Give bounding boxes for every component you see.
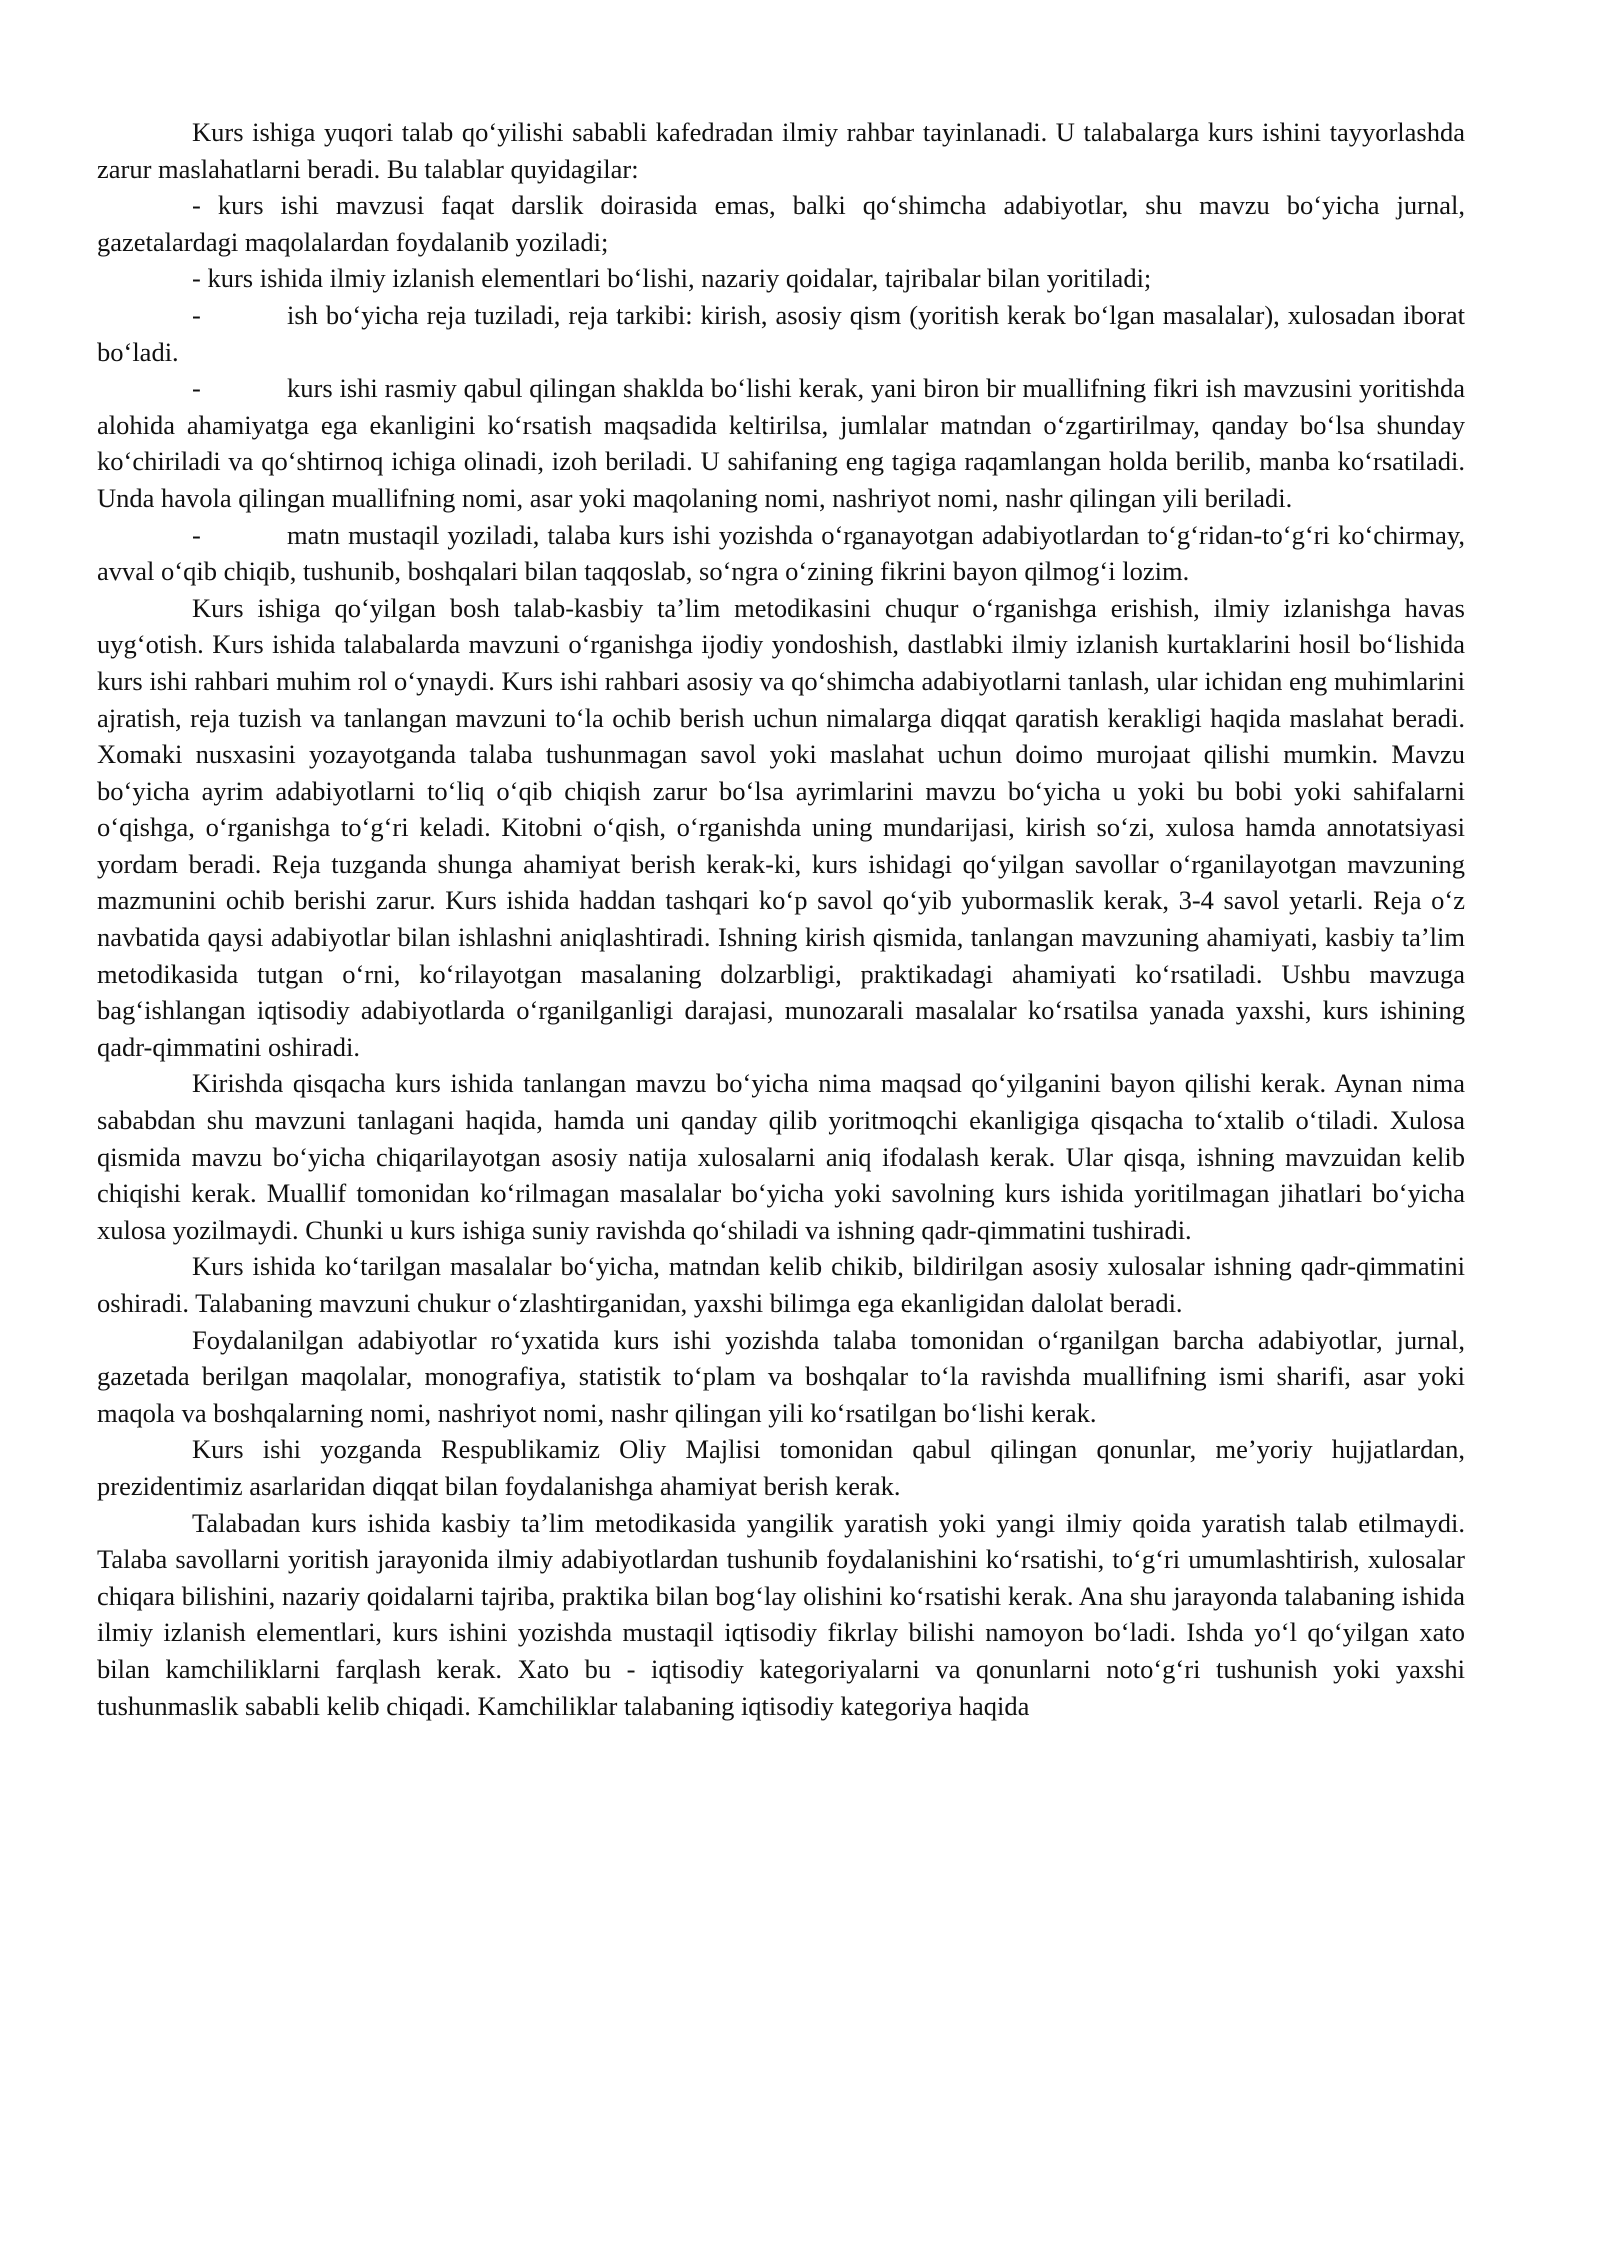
- document-page: [97, 114, 1465, 1724]
- paragraph-bibliography: Foydalanilgan adabiyotlar ro‘yxatida kurs ishi yozishda talaba tomonidan o‘rganilgan barcha adabiyotlar, jurnal, gazetada berilgan maqolalar, monografiya, statistik to‘plam va boshqalar to‘la ravishda muallifning ismi sharifi, asar yoki maqola va boshqalarning nomi, nashriyot nomi, nashr qilingan yili ko‘rsatilgan bo‘lishi kerak.: [97, 1324, 1465, 1428]
- requirement-item-5-text: matn mustaqil yoziladi, talaba kurs ishi yozishda o‘rganayotgan adabiyotlardan to‘g‘ridan-to‘g‘ri ko‘chirmay, avval o‘qib chiqib, tushunib, boshqalari bilan taqqoslab, so‘ngra o‘zining fikrini bayon qilmog‘i lozim.: [97, 519, 1465, 587]
- requirement-item-4: [97, 370, 1465, 516]
- paragraph-laws: Kurs ishi yozganda Respublikamiz Oliy Majlisi tomonidan qabul qilingan qonunlar, me’yoriy hujjatlardan, prezidentimiz asarlaridan diqqat bilan foydalanishga ahamiyat berish kerak.: [97, 1434, 1465, 1501]
- list-dash: -: [192, 519, 201, 550]
- list-dash: -: [192, 299, 201, 330]
- paragraph-introduction: Kirishda qisqacha kurs ishida tanlangan mavzu bo‘yicha nima maqsad qo‘yilganini bayon qilishi kerak. Aynan nima sababdan shu mavzuni tanlagani haqida, hamda uni qanday qilib yoritmoqchi ekanligiga qisqacha to‘xtalib o‘tiladi. Xulosa qismida mavzu bo‘yicha chiqarilayotgan asosiy natija xulosalarni aniq ifodalash kerak. Ular qisqa, ishning mavzuidan kelib chiqishi kerak. Muallif tomonidan ko‘rilmagan masalalar bo‘yicha yoki savolning kurs ishida yoritilmagan jihatlari bo‘yicha xulosa yozilmaydi. Chunki u kurs ishiga suniy ravishda qo‘shiladi va ishning qadr-qimmatini tushiradi.: [97, 1068, 1465, 1245]
- paragraph-intro: Kurs ishiga yuqori talab qo‘yilishi sababli kafedradan ilmiy rahbar tayinlanadi. U talabalarga kurs ishini tayyorlashda zarur maslahatlarni beradi. Bu talablar quyidagilar:: [97, 117, 1465, 184]
- paragraph-main-requirement: Kurs ishiga qo‘yilgan bosh talab-kasbiy ta’lim metodikasini chuqur o‘rganishga erishish, ilmiy izlanishga havas uyg‘otish. Kurs ishida talabalarda mavzuni o‘rganishga ijodiy yondoshish, dastlabki ilmiy izlanish kurtaklarini hosil bo‘lishida kurs ishi rahbari muhim rol o‘ynaydi. Kurs ishi rahbari asosiy va qo‘shimcha adabiyotlarni tanlash, ular ichidan eng muhimlarini ajratish, reja tuzish va tanlangan mavzuni to‘la ochib berish uchun nimalarga diqqat qaratish kerakligi haqida maslahat beradi. Xomaki nusxasini yozayotganda talaba tushunmagan savol yoki maslahat uchun doimo murojaat qilishi mumkin. Mavzu bo‘yicha ayrim adabiyotlarni to‘liq o‘qib chiqish zarur bo‘lsa ayrimlarini mavzu bo‘yicha u yoki bu bobi yoki sahifalarni o‘qishga, o‘rganishga to‘g‘ri keladi. Kitobni o‘qish, o‘rganishda uning mundarijasi, kirish so‘zi, xulosa hamda annotatsiyasi yordam beradi. Reja tuzganda shunga ahamiyat berish kerak-ki, kurs ishidagi qo‘yilgan savollar o‘rganilayotgan mavzuning mazmunini ochib berishi zarur. Kurs ishida haddan tashqari ko‘p savol qo‘yib yubormaslik kerak, 3-4 savol yetarli. Reja o‘z navbatida qaysi adabiyotlar bilan ishlashni aniqlashtiradi. Ishning kirish qismida, tanlangan mavzuning ahamiyati, kasbiy ta’lim metodikasida tutgan o‘rni, ko‘rilayotgan masalaning dolzarbligi, praktikadagi ahamiyati ko‘rsatiladi. Ushbu mavzuga bag‘ishlangan iqtisodiy adabiyotlarda o‘rganilganligi darajasi, munozarali masalalar ko‘rsatilsa yanada yaxshi, kurs ishining qadr-qimmatini oshiradi.: [97, 592, 1465, 1062]
- requirement-item-5: [97, 517, 1465, 590]
- paragraph-conclusions: Kurs ishida ko‘tarilgan masalalar bo‘yicha, matndan kelib chikib, bildirilgan asosiy xulosalar ishning qadr-qimmatini oshiradi. Talabaning mavzuni chukur o‘zlashtirganidan, yaxshi bilimga ega ekanligidan dalolat beradi.: [97, 1251, 1465, 1318]
- list-dash: -: [192, 373, 201, 404]
- requirement-item-1: - kurs ishi mavzusi faqat darslik doirasida emas, balki qo‘shimcha adabiyotlar, shu mavzu bo‘yicha jurnal, gazetalardagi maqolalardan foydalanib yoziladi;: [97, 190, 1465, 257]
- paragraph-novelty: Talabadan kurs ishida kasbiy ta’lim metodikasida yangilik yaratish yoki yangi ilmiy qoida yaratish talab etilmaydi. Talaba savollarni yoritish jarayonida ilmiy adabiyotlardan tushunib foydalanishini ko‘rsatishi, to‘g‘ri umumlashtirish, xulosalar chiqara bilishini, nazariy qoidalarni tajriba, praktika bilan bog‘lay olishini ko‘rsatishi kerak. Ana shu jarayonda talabaning ishida ilmiy izlanish elementlari, kurs ishini yozishda mustaqil iqtisodiy fikrlay bilishi namoyon bo‘ladi. Ishda yo‘l qo‘yilgan xato bilan kamchiliklarni farqlash kerak. Xato bu - iqtisodiy kategoriyalarni va qonunlarni noto‘g‘ri tushunish yoki yaxshi tushunmaslik sababli kelib chiqadi. Kamchiliklar talabaning iqtisodiy kategoriya haqida: [97, 1507, 1465, 1721]
- requirement-item-2: - kurs ishida ilmiy izlanish elementlari bo‘lishi, nazariy qoidalar, tajribalar bilan yoritiladi;: [192, 263, 1152, 294]
- requirement-item-4-text: kurs ishi rasmiy qabul qilingan shaklda bo‘lishi kerak, yani biron bir muallifning fikri ish mavzusini yoritishda alohida ahamiyatga ega ekanligini ko‘rsatish maqsadida keltirilsa, jumlalar matndan o‘zgartirilmay, qanday bo‘lsa shunday ko‘chiriladi va qo‘shtirnoq ichiga olinadi, izoh beriladi. U sahifaning eng tagiga raqamlangan holda berilib, manba ko‘rsatiladi. Unda havola qilingan muallifning nomi, asar yoki maqolaning nomi, nashriyot nomi, nashr qilingan yili beriladi.: [97, 373, 1465, 513]
- requirement-item-3: [97, 297, 1465, 370]
- requirement-item-3-text: ish bo‘yicha reja tuziladi, reja tarkibi: kirish, asosiy qism (yoritish kerak bo‘lgan masalalar), xulosadan iborat bo‘ladi.: [97, 299, 1465, 367]
